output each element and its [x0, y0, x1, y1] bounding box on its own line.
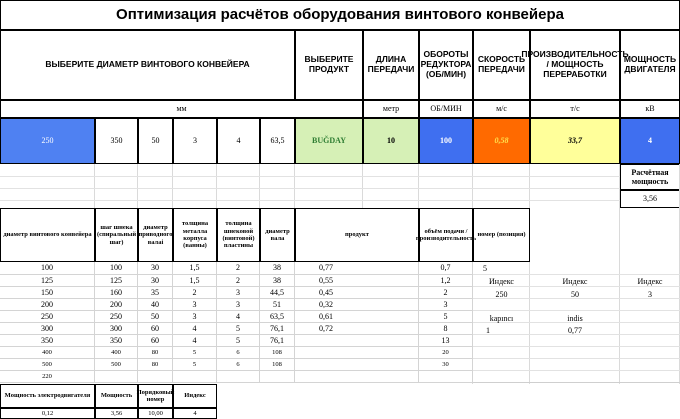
cell-pipe: 63,5: [260, 311, 295, 323]
cell-diameter: 400: [0, 347, 95, 359]
cell-thickness: 5: [173, 347, 217, 359]
cell-pipe: 38: [260, 275, 295, 287]
cell-volume: 0,7: [419, 262, 473, 275]
diameter-select[interactable]: 250: [0, 118, 95, 164]
th-number: номер (позиция): [473, 208, 530, 262]
cell-volume: 1,2: [419, 275, 473, 287]
cell-diameter: 100: [0, 262, 95, 275]
cell-product: 0,32: [295, 299, 419, 311]
cell-product: 0,61: [295, 311, 419, 323]
cell-volume: [419, 371, 473, 383]
th-thickness: толщина металла корпуса (ванны): [173, 208, 217, 262]
th-step: шаг шнека (спиральный шаг): [95, 208, 138, 262]
cell-product: 0,45: [295, 287, 419, 299]
bottom-header-power: Мощность: [95, 384, 138, 408]
indis-label: indis: [567, 313, 583, 323]
cell-product: 0,55: [295, 275, 419, 287]
cell-step: 350: [95, 335, 138, 347]
length-input[interactable]: 10: [363, 118, 419, 164]
bottom-header-order: Порядковый номер: [138, 384, 173, 408]
cell-pipe: 76,1: [260, 335, 295, 347]
cell-volume: 8: [419, 323, 473, 335]
cell-thickness: 3: [173, 299, 217, 311]
calc-power-label: Расчётная мощность: [620, 164, 680, 190]
index1-label: Индекс: [489, 276, 514, 286]
cell-shaft: 30: [138, 262, 173, 275]
cell-step: [95, 371, 138, 383]
cell-blade: 4: [217, 311, 260, 323]
cell-volume: 13: [419, 335, 473, 347]
cell-blade: 3: [217, 299, 260, 311]
motor-power-header: МОЩНОСТЬ ДВИГАТЕЛЯ: [620, 30, 680, 100]
cell-pipe: 108: [260, 347, 295, 359]
th-pipe: диаметр вала: [260, 208, 295, 262]
cell-diameter: 150: [0, 287, 95, 299]
cell-thickness: 1,5: [173, 275, 217, 287]
speed-value: 0,58: [473, 118, 530, 164]
cell-blade: 2: [217, 275, 260, 287]
rpm-input[interactable]: 100: [419, 118, 473, 164]
cell-shaft: 35: [138, 287, 173, 299]
cell-pipe: 76,1: [260, 323, 295, 335]
cell-step: 160: [95, 287, 138, 299]
th-product: продукт: [295, 208, 419, 262]
cell-pipe: 51: [260, 299, 295, 311]
cell-blade: 5: [217, 335, 260, 347]
cell-volume: 5: [419, 311, 473, 323]
kapnci-label: kapıncı: [489, 313, 514, 323]
cell-product: [295, 335, 419, 347]
th-volume: объём подачи / производительность: [419, 208, 473, 262]
cell-volume: 3: [419, 299, 473, 311]
unit-kw: кВ: [620, 100, 680, 118]
cell-product: [295, 371, 419, 383]
cell-blade: 5: [217, 323, 260, 335]
power-value: 4: [620, 118, 680, 164]
position-value: 5: [483, 263, 487, 273]
index2-value: 50: [571, 289, 579, 299]
th-diameter: диаметр винтового конвейера: [0, 208, 95, 262]
cell-shaft: 50: [138, 311, 173, 323]
indis-value: 0,77: [568, 325, 582, 335]
cell-shaft: [138, 371, 173, 383]
cell-thickness: [173, 371, 217, 383]
cell-product: 0,72: [295, 323, 419, 335]
kapnci-value: 1: [486, 325, 490, 335]
cell-shaft: 60: [138, 335, 173, 347]
cell-product: [295, 347, 419, 359]
cell-volume: 20: [419, 347, 473, 359]
unit-th: т/с: [530, 100, 620, 118]
thickness-value: 3: [173, 118, 217, 164]
select-product-header: ВЫБЕРИТЕ ПРОДУКТ: [295, 30, 363, 100]
cell-step: 125: [95, 275, 138, 287]
unit-meter: метр: [363, 100, 419, 118]
bottom-value-power: 3,56: [95, 408, 138, 419]
cell-thickness: 5: [173, 359, 217, 371]
cell-diameter: 200: [0, 299, 95, 311]
cell-blade: 2: [217, 262, 260, 275]
bottom-value-motor-power: 0,12: [0, 408, 95, 419]
cell-thickness: 4: [173, 323, 217, 335]
cell-shaft: 40: [138, 299, 173, 311]
th-blade: толщина шнековой (винтовой) пластины: [217, 208, 260, 262]
cell-diameter: 125: [0, 275, 95, 287]
cell-diameter: 300: [0, 323, 95, 335]
index3-label: Индекс: [637, 276, 663, 286]
cell-blade: 6: [217, 347, 260, 359]
transmission-length-header: ДЛИНА ПЕРЕДАЧИ: [363, 30, 419, 100]
unit-rpm: ОБ/МИН: [419, 100, 473, 118]
cell-shaft: 80: [138, 359, 173, 371]
cell-pipe: 38: [260, 262, 295, 275]
unit-mm: мм: [0, 100, 363, 118]
cell-thickness: 4: [173, 335, 217, 347]
cell-volume: 2: [419, 287, 473, 299]
shaft-value: 50: [138, 118, 173, 164]
cell-thickness: 2: [173, 287, 217, 299]
unit-ms: м/с: [473, 100, 530, 118]
cell-step: 250: [95, 311, 138, 323]
index3-value: 3: [648, 289, 652, 299]
bottom-header-motor-power: Мощность электродвигателя: [0, 384, 95, 408]
cell-diameter: 250: [0, 311, 95, 323]
cell-pipe: [260, 371, 295, 383]
cell-thickness: 3: [173, 311, 217, 323]
bottom-header-index: Индекс: [173, 384, 217, 408]
cell-step: 100: [95, 262, 138, 275]
blade-value: 4: [217, 118, 260, 164]
cell-step: 300: [95, 323, 138, 335]
th-shaft: диаметр приводного валаі: [138, 208, 173, 262]
cell-blade: 3: [217, 287, 260, 299]
cell-step: 200: [95, 299, 138, 311]
cell-diameter: 350: [0, 335, 95, 347]
capacity-value: 33,7: [530, 118, 620, 164]
transmission-speed-header: СКОРОСТЬ ПЕРЕДАЧИ: [473, 30, 530, 100]
cell-blade: [217, 371, 260, 383]
bottom-value-index: 4: [173, 408, 217, 419]
step-value: 350: [95, 118, 138, 164]
cell-pipe: 108: [260, 359, 295, 371]
cell-shaft: 80: [138, 347, 173, 359]
index2-label: Индекс: [562, 276, 588, 286]
cell-product: [295, 359, 419, 371]
cell-diameter: 500: [0, 359, 95, 371]
cell-thickness: 1,5: [173, 262, 217, 275]
cell-blade: 6: [217, 359, 260, 371]
page-title: Оптимизация расчётов оборудования винтового конвейера: [0, 0, 680, 30]
bottom-value-order: 10,00: [138, 408, 173, 419]
cell-pipe: 44,5: [260, 287, 295, 299]
cell-step: 400: [95, 347, 138, 359]
product-select[interactable]: BUĞDAY: [295, 118, 363, 164]
cell-shaft: 60: [138, 323, 173, 335]
select-diameter-header: ВЫБЕРИТЕ ДИАМЕТР ВИНТОВОГО КОНВЕЙЕРА: [0, 30, 295, 100]
capacity-header: ПРОИЗВОДИТЕЛЬНОСТЬ / МОЩНОСТЬ ПЕРЕРАБОТКИ: [530, 30, 620, 100]
cell-volume: 30: [419, 359, 473, 371]
cell-diameter: 220: [0, 371, 95, 383]
calc-power-value: 3,56: [620, 190, 680, 208]
cell-shaft: 30: [138, 275, 173, 287]
reducer-rpm-header: ОБОРОТЫ РЕДУКТОРА (ОБ/МИН): [419, 30, 473, 100]
cell-step: 500: [95, 359, 138, 371]
cell-product: 0,77: [295, 262, 419, 275]
index1-value: 250: [495, 289, 508, 299]
pipe-value: 63,5: [260, 118, 295, 164]
